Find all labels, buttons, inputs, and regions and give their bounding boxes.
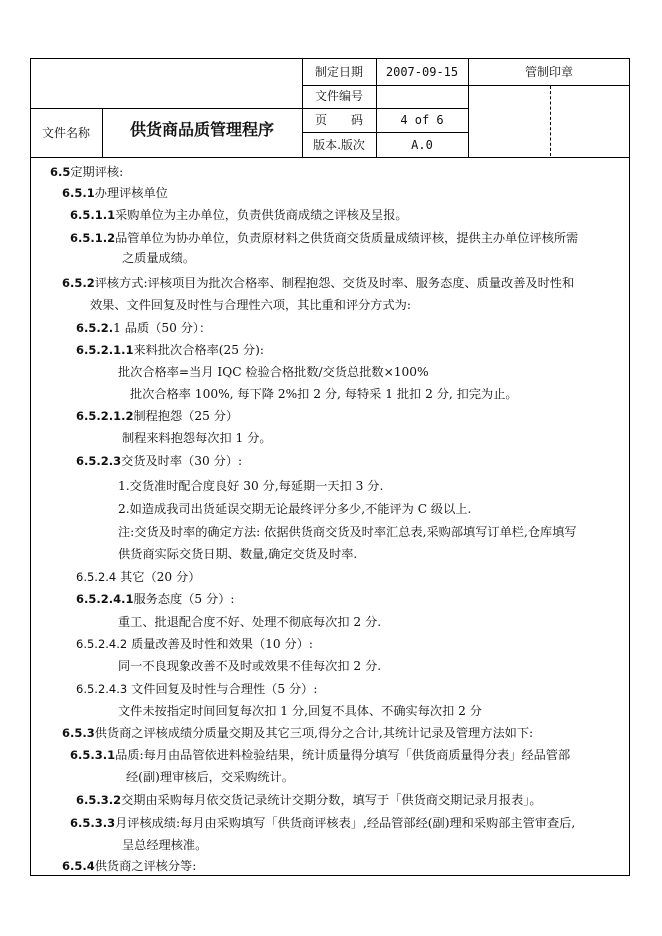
body-line <box>76 569 200 585</box>
line-text: 文件未按指定时间回复每次扣 1 分,回复不具体、不确实每次扣 2 分 <box>118 704 482 718</box>
line-text: 质量改善及时性和效果（10 分）: <box>131 637 314 651</box>
line-text: 品质:每月由品管依进料检验结果，统计质量得分填写「供货商质量得分表」经品管部 <box>115 748 571 762</box>
header-rule <box>30 157 630 158</box>
body-line <box>118 546 357 562</box>
body-line <box>126 769 294 785</box>
body-line <box>130 386 518 402</box>
body-line <box>90 297 411 313</box>
line-text: 评核方式:评核项目为批次合格率、制程抱怨、交货及时率、服务态度、质量改善及时性和 <box>94 276 575 290</box>
line-text: 采购单位为主办单位，负责供货商成绩之评核及呈报。 <box>115 208 408 222</box>
section-number: 6.5 <box>50 165 71 179</box>
section-number: 6.5.3.2 <box>76 793 122 807</box>
section-number: 6.5.1 <box>62 186 95 200</box>
body-line <box>118 614 381 630</box>
body-line <box>70 815 575 831</box>
line-text: 批次合格率 100%, 每下降 2%扣 2 分, 每特采 1 批扣 2 分, 扣完为止。 <box>130 387 518 401</box>
line-text: 定期评核: <box>70 165 124 179</box>
line-text: 文件回复及时性与合理性（5 分）: <box>131 682 318 696</box>
body-line <box>62 725 533 741</box>
body-line <box>76 792 542 808</box>
line-text: 其它（20 分） <box>120 570 201 584</box>
line-text: 1 品质（50 分）： <box>113 321 212 335</box>
header-rule <box>30 108 302 109</box>
header-rule <box>302 108 468 109</box>
section-number: 6.5.2 <box>62 276 95 290</box>
stamp-dashed-divider <box>550 86 551 156</box>
body-line <box>118 703 482 719</box>
section-number: 6.5.2. <box>76 321 114 335</box>
line-text: 来料批次合格率(25 分): <box>133 343 264 357</box>
line-text: 供货商之评核成绩分质量交期及其它三项,得分之合计,其统计记录及管理方法如下: <box>94 726 534 740</box>
section-number: 6.5.2.4.1 <box>76 592 134 606</box>
body-line <box>122 250 195 266</box>
date-label: 制定日期 <box>314 65 363 79</box>
line-text: 制程抱怨（25 分） <box>133 409 239 423</box>
line-text: 办理评核单位 <box>94 186 168 200</box>
line-text: 制程来料抱怨每次扣 1 分。 <box>122 431 272 445</box>
section-number: 6.5.3.1 <box>70 748 116 762</box>
doc-name-label: 文件名称 <box>41 126 90 140</box>
body-line <box>76 408 238 424</box>
section-number: 6.5.1.2 <box>70 231 116 245</box>
line-text: 批次合格率=当月 IQC 检验合格批数/交货总批数×100% <box>118 365 429 379</box>
document-title: 供货商品质管理程序 <box>129 120 274 139</box>
line-text: 注:交货及时率的确定方法: 依据供货商交货及时率汇总表,采购部填写订单栏,仓库填写 <box>118 525 577 539</box>
body-line <box>76 453 242 469</box>
body-line <box>76 681 317 697</box>
header-rule <box>302 85 468 86</box>
body-line <box>50 164 123 180</box>
line-text: 1.交货准时配合度良好 30 分,每延期一天扣 3 分. <box>118 479 384 493</box>
body-line <box>122 837 207 853</box>
body-line <box>118 501 471 517</box>
line-text: 服务态度（5 分）: <box>133 592 235 606</box>
body-line <box>118 658 381 674</box>
line-text: 月评核成绩:每月由采购填写「供货商评核表」,经品管部经(副)理和采购部主管审查后, <box>115 816 576 830</box>
date-value: 2007-09-15 <box>385 65 459 79</box>
line-text: 之质量成绩。 <box>122 251 196 265</box>
body-line <box>70 207 408 223</box>
line-text: 重工、批退配合度不好、处理不彻底每次扣 2 分. <box>118 615 382 629</box>
line-text: 品管单位为协办单位，负责原材料之供货商交货质量成绩评核，提供主办单位评核所需 <box>115 231 579 245</box>
body-line <box>76 342 264 358</box>
body-line <box>76 320 211 336</box>
doc-no-label: 文件编号 <box>314 89 363 103</box>
header-rule <box>468 85 630 86</box>
line-text: 呈总经理核准。 <box>122 838 208 852</box>
line-text: 2.如造成我司出货延误交期无论最终评分多少,不能评为 C 级以上. <box>118 502 472 516</box>
section-number: 6.5.3.3 <box>70 816 116 830</box>
section-number: 6.5.2.4.2 <box>76 637 128 651</box>
body-line <box>62 275 574 291</box>
line-text: 效果、文件回复及时性与合理性六项，其比重和评分方式为: <box>90 298 411 312</box>
body-line <box>118 478 383 494</box>
section-number: 6.5.2.3 <box>76 454 122 468</box>
version-value: A.0 <box>411 138 433 152</box>
version-label: 版本.版次 <box>313 138 365 152</box>
body-line <box>122 430 272 446</box>
body-line <box>62 185 168 201</box>
section-number: 6.5.1.1 <box>70 208 116 222</box>
body-line <box>70 230 578 246</box>
body-line <box>76 591 235 607</box>
page-label: 页 码 <box>314 113 363 127</box>
line-text: 交货及时率（30 分）: <box>121 454 243 468</box>
body-line <box>76 636 313 652</box>
section-number: 6.5.2.1.2 <box>76 409 134 423</box>
body-line <box>70 747 570 763</box>
body-line <box>118 524 577 540</box>
section-number: 6.5.2.4.3 <box>76 682 128 696</box>
line-text: 供货商实际交货日期、数量,确定交货及时率. <box>118 547 358 561</box>
line-text: 经(副)理审核后，交采购统计。 <box>126 770 294 784</box>
stamp-label: 管制印章 <box>524 65 573 79</box>
section-number: 6.5.2.4 <box>76 570 117 584</box>
section-number: 6.5.2.1.1 <box>76 343 134 357</box>
body-line <box>62 858 196 874</box>
section-number: 6.5.3 <box>62 726 95 740</box>
page-value: 4 of 6 <box>400 113 444 127</box>
header-rule <box>302 132 468 133</box>
line-text: 供货商之评核分等: <box>94 859 197 873</box>
line-text: 交期由采购每月依交货记录统计交期分数，填写于「供货商交期记录月报表」。 <box>121 793 542 807</box>
body-line <box>118 364 429 380</box>
line-text: 同一不良现象改善不及时或效果不佳每次扣 2 分. <box>118 659 382 673</box>
section-number: 6.5.4 <box>62 859 95 873</box>
